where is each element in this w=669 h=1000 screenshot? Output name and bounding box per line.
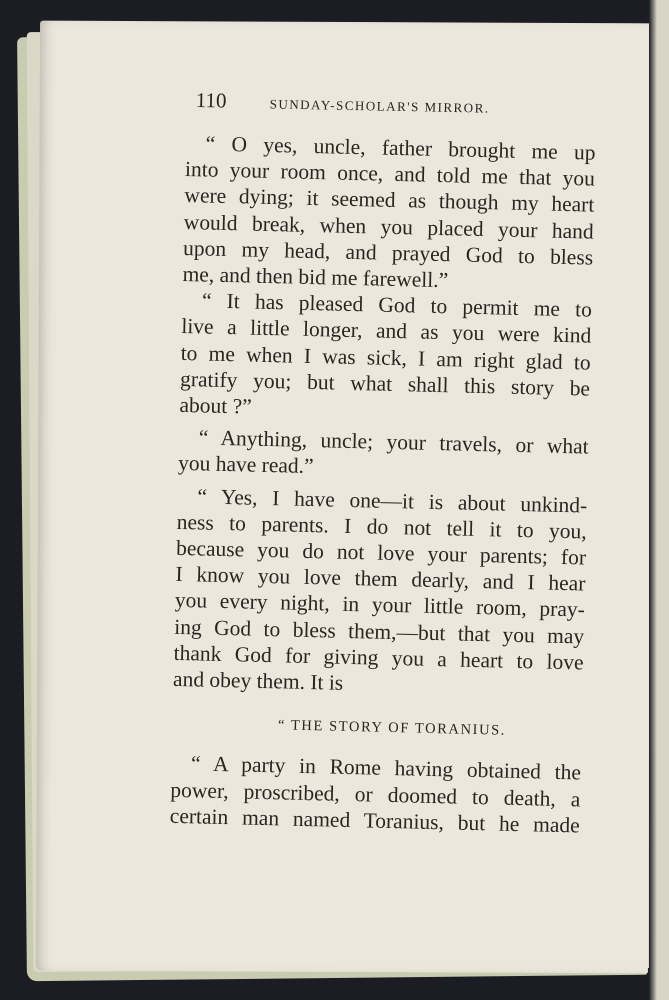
paragraph-5 bbox=[170, 750, 582, 838]
text-line: me, and then bid me farewell.” bbox=[182, 261, 449, 293]
paragraph-4 bbox=[173, 483, 588, 702]
text-line: you every night, in your little room, pray- bbox=[174, 588, 586, 622]
text-line: I know you love them dearly, and I hear bbox=[175, 562, 586, 596]
text-line: into your room once, and told me that you bbox=[184, 157, 596, 191]
text-line: ness to parents. I do not tell it to you, bbox=[176, 509, 587, 544]
text-line: live a little longer, and as you were kind bbox=[181, 314, 592, 349]
text-line: upon my head, and prayed God to bless bbox=[182, 235, 594, 270]
text-line: thank God for giving you a heart to love bbox=[173, 640, 584, 675]
text-line: you have read.” bbox=[177, 451, 314, 479]
text-line: were dying; it seemed as though my heart bbox=[184, 183, 595, 218]
text-line: “ A party in Rome having obtained the bbox=[190, 751, 582, 785]
paragraph-3 bbox=[178, 424, 589, 486]
text-line: “ It has pleased God to permit me to bbox=[201, 288, 593, 322]
text-line: because you do not love your parents; for bbox=[175, 535, 587, 570]
facing-page-edge bbox=[649, 0, 669, 1000]
section-heading: “ THE STORY OF TORANIUS. bbox=[277, 717, 507, 739]
paragraph-1 bbox=[182, 130, 596, 297]
text-line: ing God to bless them,—but that you may bbox=[174, 614, 585, 649]
text-line: to me when I was sick, I am right glad to bbox=[180, 340, 591, 375]
text-line: power, proscribed, or doomed to death, a bbox=[170, 777, 581, 812]
text-line: and obey them. It is bbox=[172, 666, 344, 695]
text-line: “ Anything, uncle; your travels, or what bbox=[198, 425, 589, 459]
text-line: gratify you; but what shall this story be bbox=[179, 366, 591, 401]
text-line: “ Yes, I have one—it is about unkind- bbox=[197, 484, 588, 518]
running-head: SUNDAY-SCHOLAR'S MIRROR. bbox=[269, 96, 490, 116]
body-text bbox=[170, 130, 596, 839]
text-line: “ O yes, uncle, father brought me up bbox=[205, 131, 596, 165]
page-number: 110 bbox=[195, 88, 227, 113]
text-line: certain man named Toranius, but he made bbox=[169, 803, 581, 838]
paragraph-2 bbox=[179, 287, 592, 428]
text-line: would break, when you placed your hand bbox=[183, 209, 595, 244]
text-line: about ?” bbox=[179, 392, 253, 419]
